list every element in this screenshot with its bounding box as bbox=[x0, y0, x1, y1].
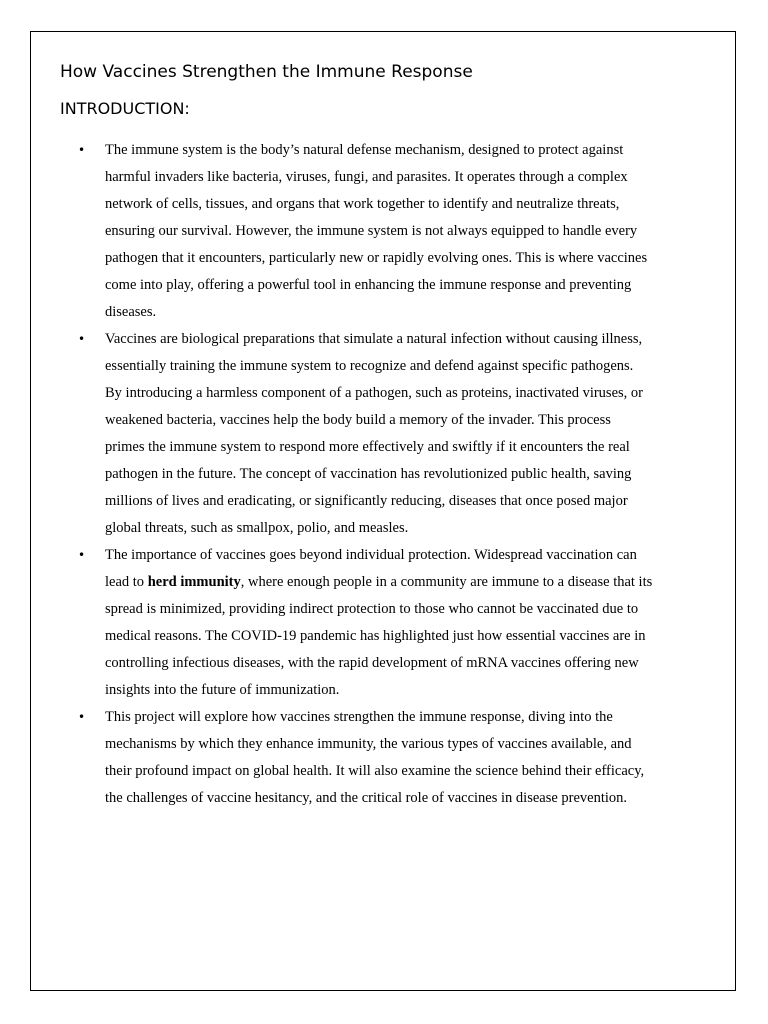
bullet-icon: • bbox=[78, 548, 86, 562]
document-title: How Vaccines Strengthen the Immune Response bbox=[60, 62, 473, 82]
section-heading-introduction: INTRODUCTION: bbox=[60, 99, 190, 118]
bullet-item-herd-immunity bbox=[78, 542, 653, 704]
bullet-icon: • bbox=[78, 143, 86, 157]
paragraph-text-before: The importance of vaccines goes beyond individual protection. Widespread vaccination can lead to bbox=[105, 547, 637, 590]
bullet-icon: • bbox=[78, 710, 86, 724]
paragraph-text: Vaccines are biological preparations that simulate a natural infection without causing illness, essentially training the immune system to recognize and defend against specific pathogens. By introducing a harmless component of a pathogen, such as proteins, inactivated viruses, or weakened bacteria, vaccines help the body build a memory of the invader. This process primes the immune system to respond more effectively and swiftly if it encounters the real pathogen in the future. The concept of vaccination has revolutionized public health, saving millions of lives and eradicating, or significantly reducing, diseases that once posed major global threats, such as smallpox, polio, and measles. bbox=[105, 331, 643, 536]
bullet-item-project-scope bbox=[78, 704, 653, 812]
bullet-item-immune-system bbox=[78, 137, 653, 326]
bullet-icon: • bbox=[78, 332, 86, 346]
paragraph-text-after: , where enough people in a community are immune to a disease that its spread is minimized, providing indirect protection to those who cannot be vaccinated due to medical reasons. The COVID-19 pandemic has highlighted just how essential vaccines are in controlling infectious diseases, with the rapid development of mRNA vaccines offering new insights into the future of immunization. bbox=[105, 574, 653, 698]
paragraph-text: The immune system is the body’s natural defense mechanism, designed to protect against harmful invaders like bacteria, viruses, fungi, and parasites. It operates through a complex network of cells, tissues, and organs that work together to identify and neutralize threats, ensuring our survival. However, the immune system is not always equipped to handle every pathogen that it encounters, particularly new or rapidly evolving ones. This is where vaccines come into play, offering a powerful tool in enhancing the immune response and preventing diseases. bbox=[105, 142, 648, 320]
paragraph-text: This project will explore how vaccines strengthen the immune response, diving into the mechanisms by which they enhance immunity, the various types of vaccines available, and their profound impact on global health. It will also examine the science behind their efficacy, the challenges of vaccine hesitancy, and the critical role of vaccines in disease prevention. bbox=[105, 709, 645, 806]
bullet-item-vaccines-definition bbox=[78, 326, 653, 542]
introduction-bullet-list bbox=[78, 137, 653, 812]
herd-immunity-term: herd immunity bbox=[147, 574, 241, 590]
